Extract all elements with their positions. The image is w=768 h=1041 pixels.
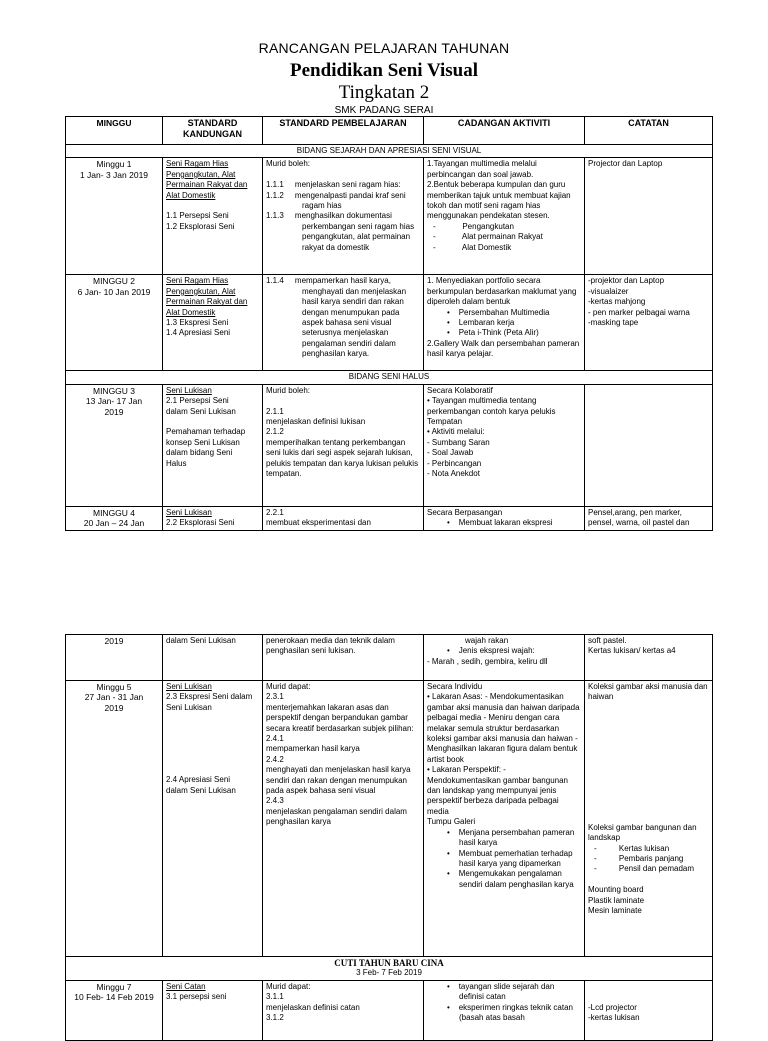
table-row <box>66 635 713 681</box>
band-row <box>66 957 713 981</box>
catatan-cell: Projector dan Laptop <box>585 158 713 275</box>
table-row <box>66 981 713 1041</box>
col-standard-pembelajaran: STANDARD PEMBELAJARAN <box>263 117 424 145</box>
minggu-cell: Minggu 5 27 Jan - 31 Jan 2019 <box>66 681 163 957</box>
minggu-cell: Minggu 1 1 Jan- 3 Jan 2019 <box>66 158 163 275</box>
minggu-cell: 2019 <box>66 635 163 681</box>
catatan-cell: -projektor dan Laptop -visualaizer -kertas mahjong - pen marker pelbagai warna -masking tape <box>585 275 713 371</box>
catatan-cell <box>585 384 713 506</box>
band-seni-halus: BIDANG SENI HALUS <box>66 371 713 384</box>
form-title: Tingkatan 2 <box>338 82 430 103</box>
cadangan-aktiviti-cell: Secara Kolaboratif • Tayangan multimedia tentang perkembangan contoh karya pelukis Tempatan • Aktiviti melalui: - Sumbang Saran - Soal Jawab - Perbincangan - Nota Anekdot <box>424 384 585 506</box>
band-cuti: CUTI TAHUN BARU CINA 3 Feb- 7 Feb 2019 <box>66 957 713 981</box>
table-row <box>66 681 713 957</box>
standard-pembelajaran-cell: Murid boleh: 2.1.1 menjelaskan definisi lukisan 2.1.2 memperihalkan tentang perkembangan seni lukis dari segi aspek sejarah lukisan, pelukis tempatan dan karya lukisan pelukis tempatan. <box>263 384 424 506</box>
standard-kandungan-cell: Seni Lukisan 2.3 Ekspresi Seni dalam Seni Lukisan 2.4 Apresiasi Seni dalam Seni Lukisan <box>163 681 263 957</box>
cadangan-aktiviti-cell: 1. Menyediakan portfolio secara berkumpulan berdasarkan maklumat yang diperoleh dalam bentuk • Persembahan Multimedia • Lembaran kerja • Peta i-Think (Peta Alir) 2.Gallery Walk dan persembahan pameran hasil karya pelajar. <box>424 275 585 371</box>
col-minggu: MINGGU <box>66 117 163 145</box>
standard-kandungan-cell: Seni Lukisan 2.1 Persepsi Seni dalam Seni Lukisan Pemahaman terhadap konsep Seni Lukisan dalam bidang Seni Halus <box>163 384 263 506</box>
standard-pembelajaran-cell: Murid dapat: 2.3.1 menterjemahkan lakaran asas dan perspektif dengan berpandukan gambar secara kreatif berdasarkan subjek pilihan: 2.4.1 mempamerkan hasil karya 2.4.2 menghayati dan menjelaskan hasil karya sendiri dan rakan dengan menumpukan pada aspek bahasa seni visual 2.4.3 menjelaskan pengalaman sendiri dalam penghasilan karya <box>263 681 424 957</box>
table-row <box>66 275 713 371</box>
col-cadangan-aktiviti: CADANGAN AKTIVITI <box>424 117 585 145</box>
band-row <box>66 371 713 384</box>
table-row <box>66 158 713 275</box>
school-name: SMK PADANG SERAI <box>334 105 434 116</box>
standard-kandungan-cell: dalam Seni Lukisan <box>163 635 263 681</box>
col-catatan: CATATAN <box>585 117 713 145</box>
table-row <box>66 506 713 530</box>
cadangan-aktiviti-cell: Secara Berpasangan • Membuat lakaran ekspresi <box>424 506 585 530</box>
standard-kandungan-cell: Seni Catan 3.1 persepsi seni <box>163 981 263 1041</box>
cadangan-aktiviti-cell: • tayangan slide sejarah dan definisi catan • eksperimen ringkas teknik catan (basah atas basah <box>424 981 585 1041</box>
catatan-cell: Pensel,arang, pen marker, pensel, warna, oil pastel dan <box>585 506 713 530</box>
standard-pembelajaran-cell: Murid dapat: 3.1.1 menjelaskan definisi catan 3.1.2 <box>263 981 424 1041</box>
standard-pembelajaran-cell: 1.1.4 mempamerkan hasil karya, menghayati dan menjelaskan hasil karya sendiri dan rakan dengan menumpukan pada aspek bahasa seni visual seterusnya menjelaskan pengalaman sendiri dalam penghasilan karya. <box>263 275 424 371</box>
col-standard-kandungan: STANDARD KANDUNGAN <box>163 117 263 145</box>
band-sejarah: BIDANG SEJARAH DAN APRESIASI SENI VISUAL <box>66 145 713 158</box>
band-row <box>66 145 713 158</box>
catatan-cell: soft pastel. Kertas lukisan/ kertas a4 <box>585 635 713 681</box>
cadangan-aktiviti-cell: Secara Individu • Lakaran Asas: - Mendokumentasikan gambar aksi manusia dan haiwan daripada pelbagai media - Meniru dengan cara melakar semula struktur berdasarkan koleksi gambar aksi manusia dan haiwan - Menghasilkan lakaran figura dalam bentuk artist book • Lakaran Perspektif: - Mendokumentasikan gambar bangunan dan landskap yang mempunyai jenis perspektif berbeza daripada pelbagai media Tumpu Galeri • Menjana persembahan pameran hasil karya • Membuat pemerhatian terhadap hasil karya yang dipamerkan • Mengemukakan pengalaman sendiri dalam penghasilan karya <box>424 681 585 957</box>
standard-kandungan-cell: Seni Ragam Hias Pengangkutan, Alat Permainan Rakyat dan Alat Domestik 1.3 Ekspresi Seni 1.4 Apresiasi Seni <box>163 275 263 371</box>
standard-kandungan-cell: Seni Ragam Hias Pengangkutan, Alat Permainan Rakyat dan Alat Domestik 1.1 Persepsi Seni 1.2 Eksplorasi Seni <box>163 158 263 275</box>
standard-pembelajaran-cell: penerokaan media dan teknik dalam penghasilan seni lukisan. <box>263 635 424 681</box>
doc-title: RANCANGAN PELAJARAN TAHUNAN <box>258 40 510 56</box>
minggu-cell: MINGGU 2 6 Jan- 10 Jan 2019 <box>66 275 163 371</box>
subject-title: Pendidikan Seni Visual <box>290 60 478 81</box>
minggu-cell: MINGGU 4 20 Jan – 24 Jan <box>66 506 163 530</box>
catatan-cell: Koleksi gambar aksi manusia dan haiwan Koleksi gambar bangunan dan landskap - Kertas lukisan - Pembaris panjang - Pensil dan pemadam Mounting board Plastik laminate Mesin laminate <box>585 681 713 957</box>
cadangan-aktiviti-cell: wajah rakan • Jenis ekspresi wajah: - Marah , sedih, gembira, keliru dll <box>424 635 585 681</box>
header-row <box>66 117 713 145</box>
standard-kandungan-cell: Seni Lukisan 2.2 Eksplorasi Seni <box>163 506 263 530</box>
standard-pembelajaran-cell: 2.2.1 membuat eksperimentasi dan <box>263 506 424 530</box>
table-row <box>66 384 713 506</box>
minggu-cell: MINGGU 3 13 Jan- 17 Jan 2019 <box>66 384 163 506</box>
lesson-plan-table-page1 <box>65 116 713 531</box>
cadangan-aktiviti-cell: 1.Tayangan multimedia melalui perbincangan dan soal jawab. 2.Bentuk beberapa kumpulan dan guru memberikan tajuk untuk membuat kajian tokoh dan motif seni ragam hias menggunakan pendekatan stesen. - Pengangkutan - Alat permainan Rakyat - Alat Domestik <box>424 158 585 275</box>
minggu-cell: Minggu 7 10 Feb- 14 Feb 2019 <box>66 981 163 1041</box>
catatan-cell: -Lcd projector -kertas lukisan <box>585 981 713 1041</box>
standard-pembelajaran-cell: Murid boleh: 1.1.1 menjelaskan seni ragam hias: 1.1.2 mengenalpasti pandai kraf seni ragam hias 1.1.3 menghasilkan dokumentasi perkembangan seni ragam hias pengangkutan, alat permainan rakyat da domestik <box>263 158 424 275</box>
lesson-plan-table-page2 <box>65 634 713 1041</box>
